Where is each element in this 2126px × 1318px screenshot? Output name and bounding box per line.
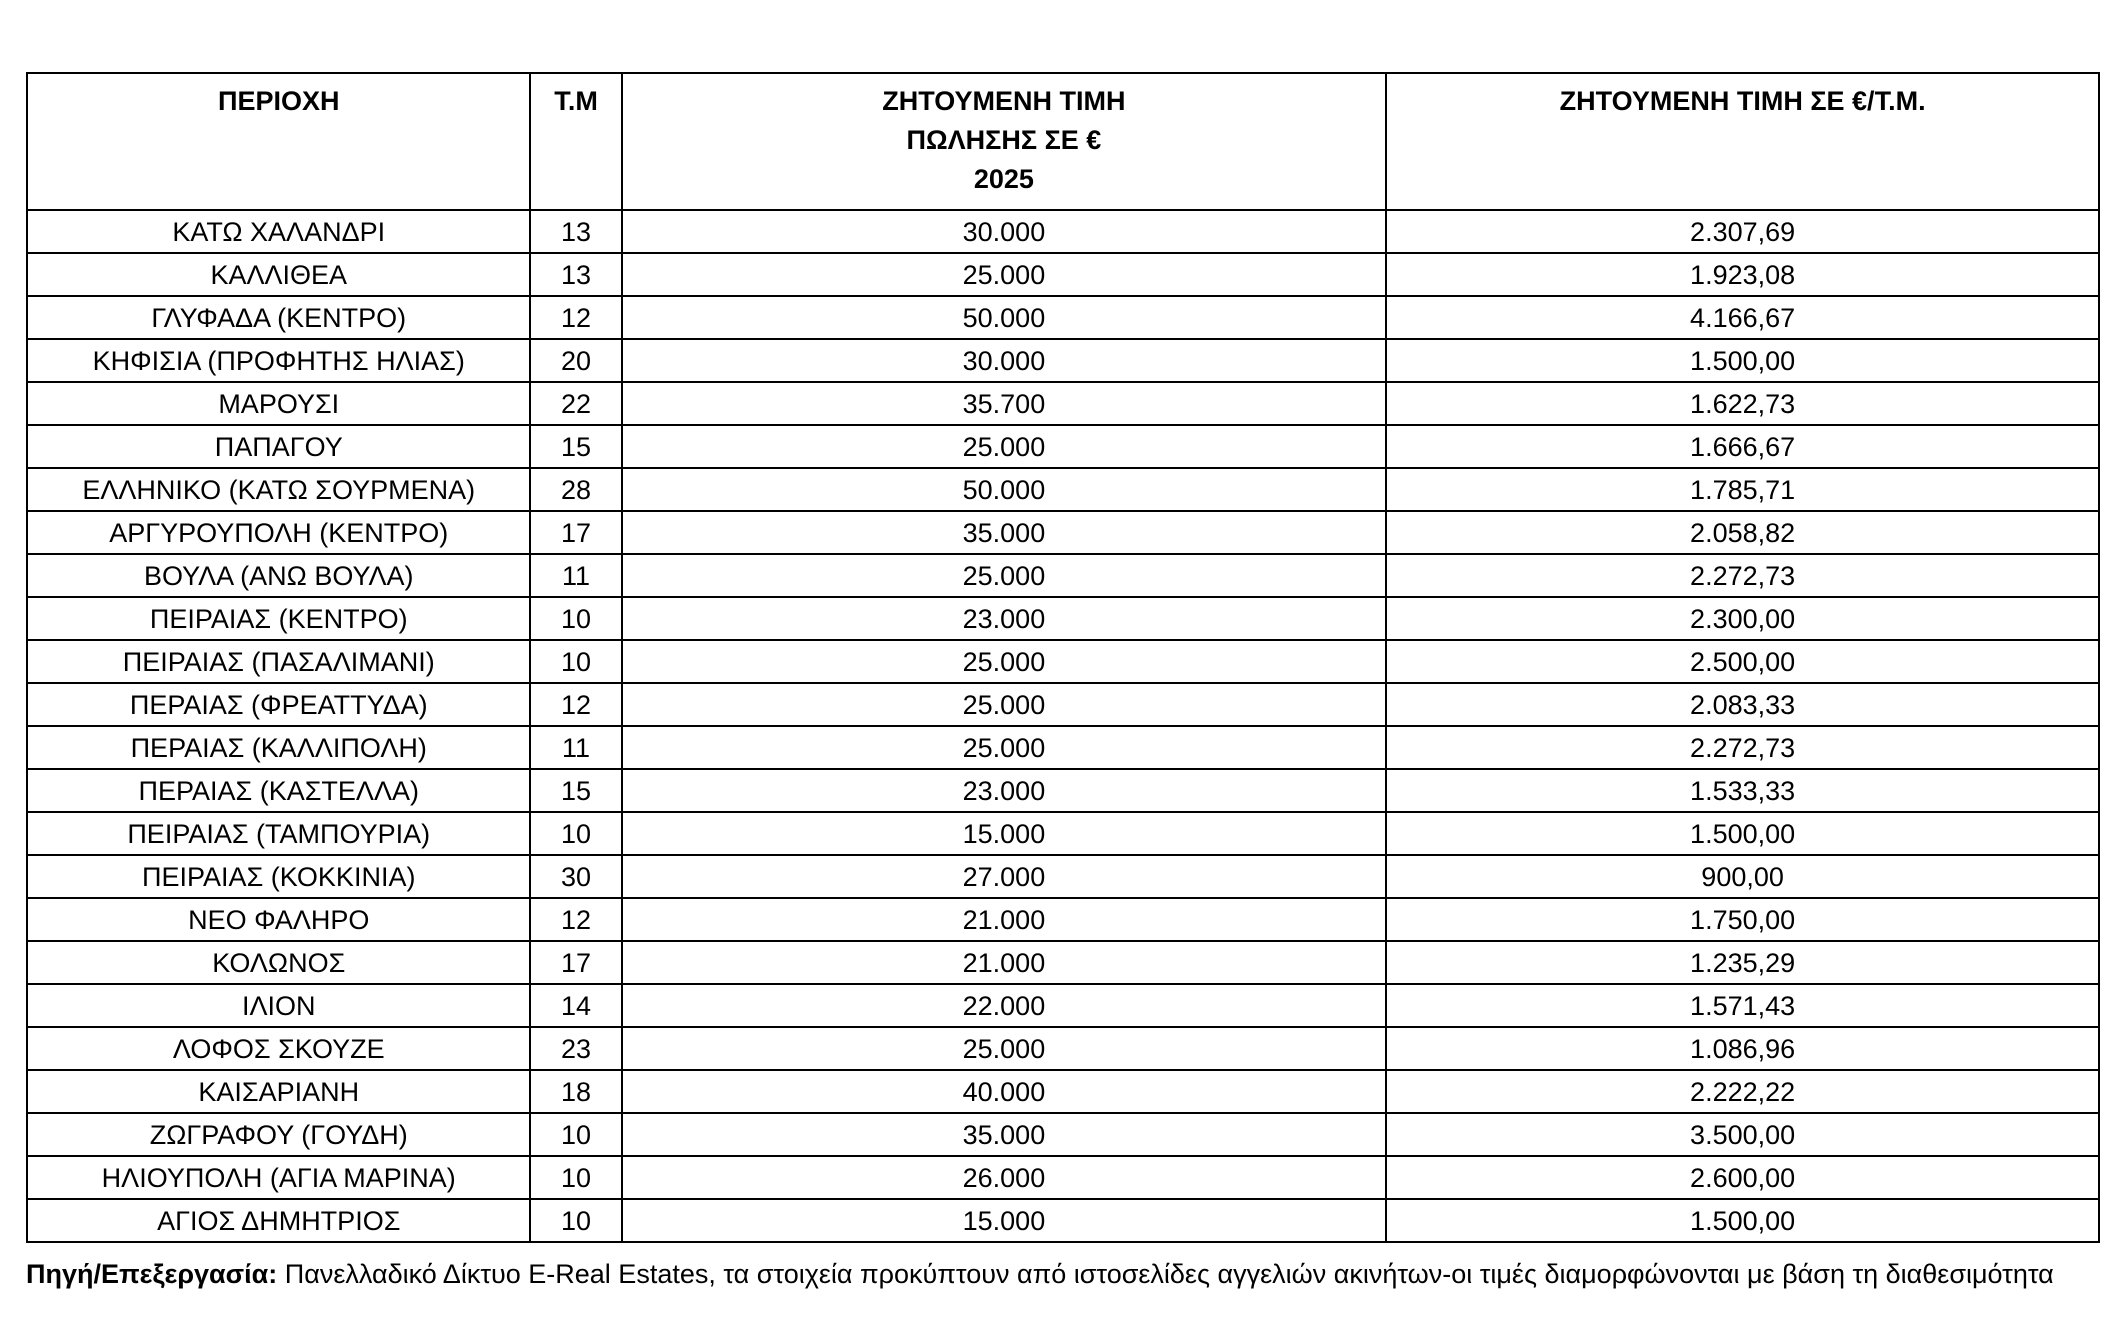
column-header-2: ΖΗΤΟΥΜΕΝΗ ΤΙΜΗ ΠΩΛΗΣΗΣ ΣΕ € 2025 [622,73,1387,210]
area-cell: ΖΩΓΡΑΦΟΥ (ΓΟΥΔΗ) [27,1113,530,1156]
table-row [27,726,2099,769]
table-row [27,382,2099,425]
source-note [26,1257,2100,1292]
area-cell: ΛΟΦΟΣ ΣΚΟΥΖΕ [27,1027,530,1070]
price-per-sqm-cell: 1.785,71 [1386,468,2099,511]
price-per-sqm-cell: 900,00 [1386,855,2099,898]
area-cell: ΠΕΡΑΙΑΣ (ΦΡΕΑΤΤΥΔΑ) [27,683,530,726]
asking-price-cell: 25.000 [622,683,1387,726]
sqm-cell: 17 [530,511,621,554]
price-per-sqm-cell: 2.272,73 [1386,726,2099,769]
price-per-sqm-cell: 1.500,00 [1386,1199,2099,1242]
area-cell: ΓΛΥΦΑΔΑ (ΚΕΝΤΡΟ) [27,296,530,339]
sqm-cell: 10 [530,597,621,640]
price-per-sqm-cell: 2.058,82 [1386,511,2099,554]
sqm-cell: 12 [530,683,621,726]
area-cell: ΠΕΙΡΑΙΑΣ (ΚΕΝΤΡΟ) [27,597,530,640]
asking-price-cell: 27.000 [622,855,1387,898]
column-header-3: ΖΗΤΟΥΜΕΝΗ ΤΙΜΗ ΣΕ €/Τ.Μ. [1386,73,2099,210]
sqm-cell: 10 [530,1113,621,1156]
table-row [27,1199,2099,1242]
area-cell: ΠΕΙΡΑΙΑΣ (ΠΑΣΑΛΙΜΑΝΙ) [27,640,530,683]
price-per-sqm-cell: 2.500,00 [1386,640,2099,683]
price-per-sqm-cell: 1.571,43 [1386,984,2099,1027]
price-per-sqm-cell: 4.166,67 [1386,296,2099,339]
sqm-cell: 10 [530,812,621,855]
sqm-cell: 18 [530,1070,621,1113]
table-row [27,468,2099,511]
area-cell: ΕΛΛΗΝΙΚΟ (ΚΑΤΩ ΣΟΥΡΜΕΝΑ) [27,468,530,511]
sqm-cell: 14 [530,984,621,1027]
price-per-sqm-cell: 1.500,00 [1386,812,2099,855]
source-label: Πηγή/Επεξεργασία: [26,1259,278,1290]
table-row [27,984,2099,1027]
table-row [27,941,2099,984]
column-header-0: ΠΕΡΙΟΧΗ [27,73,530,210]
area-cell: ΒΟΥΛΑ (ΑΝΩ ΒΟΥΛΑ) [27,554,530,597]
table-header [27,73,2099,210]
table-row [27,769,2099,812]
sqm-cell: 22 [530,382,621,425]
price-per-sqm-cell: 1.750,00 [1386,898,2099,941]
header-row [27,73,2099,210]
sqm-cell: 15 [530,425,621,468]
asking-price-cell: 25.000 [622,425,1387,468]
asking-price-cell: 22.000 [622,984,1387,1027]
area-cell: ΠΑΠΑΓΟΥ [27,425,530,468]
price-per-sqm-cell: 2.272,73 [1386,554,2099,597]
sqm-cell: 12 [530,898,621,941]
asking-price-cell: 25.000 [622,726,1387,769]
table-row [27,812,2099,855]
table-row [27,554,2099,597]
area-cell: ΚΑΙΣΑΡΙΑΝΗ [27,1070,530,1113]
table-row [27,640,2099,683]
asking-price-cell: 25.000 [622,554,1387,597]
sqm-cell: 30 [530,855,621,898]
sqm-cell: 13 [530,210,621,253]
sqm-cell: 10 [530,1156,621,1199]
table-row [27,1156,2099,1199]
asking-price-cell: 21.000 [622,941,1387,984]
sqm-cell: 28 [530,468,621,511]
sqm-cell: 10 [530,640,621,683]
asking-price-cell: 23.000 [622,769,1387,812]
price-per-sqm-cell: 1.533,33 [1386,769,2099,812]
table-row [27,683,2099,726]
asking-price-cell: 35.000 [622,511,1387,554]
table-row [27,296,2099,339]
area-cell: ΠΕΙΡΑΙΑΣ (ΤΑΜΠΟΥΡΙΑ) [27,812,530,855]
asking-price-cell: 35.700 [622,382,1387,425]
sqm-cell: 11 [530,726,621,769]
asking-price-cell: 25.000 [622,1027,1387,1070]
table-row [27,425,2099,468]
sqm-cell: 12 [530,296,621,339]
area-cell: ΑΓΙΟΣ ΔΗΜΗΤΡΙΟΣ [27,1199,530,1242]
sqm-cell: 13 [530,253,621,296]
asking-price-cell: 50.000 [622,468,1387,511]
asking-price-cell: 50.000 [622,296,1387,339]
asking-price-cell: 15.000 [622,812,1387,855]
table-row [27,1027,2099,1070]
asking-price-cell: 30.000 [622,339,1387,382]
table-row [27,253,2099,296]
area-cell: ΚΑΛΛΙΘΕΑ [27,253,530,296]
table-row [27,855,2099,898]
sqm-cell: 11 [530,554,621,597]
table-row [27,898,2099,941]
area-cell: ΜΑΡΟΥΣΙ [27,382,530,425]
area-cell: ΠΕΡΑΙΑΣ (ΚΑΛΛΙΠΟΛΗ) [27,726,530,769]
price-per-sqm-cell: 2.083,33 [1386,683,2099,726]
asking-price-cell: 15.000 [622,1199,1387,1242]
price-per-sqm-cell: 3.500,00 [1386,1113,2099,1156]
price-per-sqm-cell: 1.923,08 [1386,253,2099,296]
area-cell: ΑΡΓΥΡΟΥΠΟΛΗ (ΚΕΝΤΡΟ) [27,511,530,554]
sqm-cell: 15 [530,769,621,812]
area-cell: ΠΕΙΡΑΙΑΣ (ΚΟΚΚΙΝΙΑ) [27,855,530,898]
price-per-sqm-cell: 2.300,00 [1386,597,2099,640]
asking-price-cell: 25.000 [622,253,1387,296]
sqm-cell: 23 [530,1027,621,1070]
price-per-sqm-cell: 1.235,29 [1386,941,2099,984]
asking-price-cell: 26.000 [622,1156,1387,1199]
area-cell: ΙΛΙΟΝ [27,984,530,1027]
area-cell: ΚΗΦΙΣΙΑ (ΠΡΟΦΗΤΗΣ ΗΛΙΑΣ) [27,339,530,382]
source-text: Πανελλαδικό Δίκτυο E-Real Estates, τα στοιχεία προκύπτουν από ιστοσελίδες αγγελιών ακινήτων-οι τιμές διαμορφώνονται με βάση τη διαθεσιμότητα [277,1259,2054,1290]
column-header-1: Τ.Μ [530,73,621,210]
area-cell: ΚΟΛΩΝΟΣ [27,941,530,984]
price-per-sqm-cell: 2.222,22 [1386,1070,2099,1113]
table-body [27,210,2099,1242]
asking-price-cell: 40.000 [622,1070,1387,1113]
table-row [27,511,2099,554]
price-per-sqm-cell: 1.086,96 [1386,1027,2099,1070]
asking-price-cell: 35.000 [622,1113,1387,1156]
table-row [27,1070,2099,1113]
price-per-sqm-cell: 1.622,73 [1386,382,2099,425]
price-per-sqm-cell: 2.307,69 [1386,210,2099,253]
sqm-cell: 20 [530,339,621,382]
table-row [27,1113,2099,1156]
area-cell: ΠΕΡΑΙΑΣ (ΚΑΣΤΕΛΛΑ) [27,769,530,812]
table-row [27,597,2099,640]
area-cell: ΝΕΟ ΦΑΛΗΡΟ [27,898,530,941]
asking-price-cell: 25.000 [622,640,1387,683]
table-row [27,339,2099,382]
price-per-sqm-cell: 1.500,00 [1386,339,2099,382]
sqm-cell: 10 [530,1199,621,1242]
asking-price-cell: 23.000 [622,597,1387,640]
asking-price-cell: 21.000 [622,898,1387,941]
price-per-sqm-cell: 1.666,67 [1386,425,2099,468]
table-row [27,210,2099,253]
sqm-cell: 17 [530,941,621,984]
area-cell: ΗΛΙΟΥΠΟΛΗ (ΑΓΙΑ ΜΑΡΙΝΑ) [27,1156,530,1199]
asking-price-cell: 30.000 [622,210,1387,253]
area-cell: ΚΑΤΩ ΧΑΛΑΝΔΡΙ [27,210,530,253]
asking-price-table [26,72,2100,1243]
price-per-sqm-cell: 2.600,00 [1386,1156,2099,1199]
